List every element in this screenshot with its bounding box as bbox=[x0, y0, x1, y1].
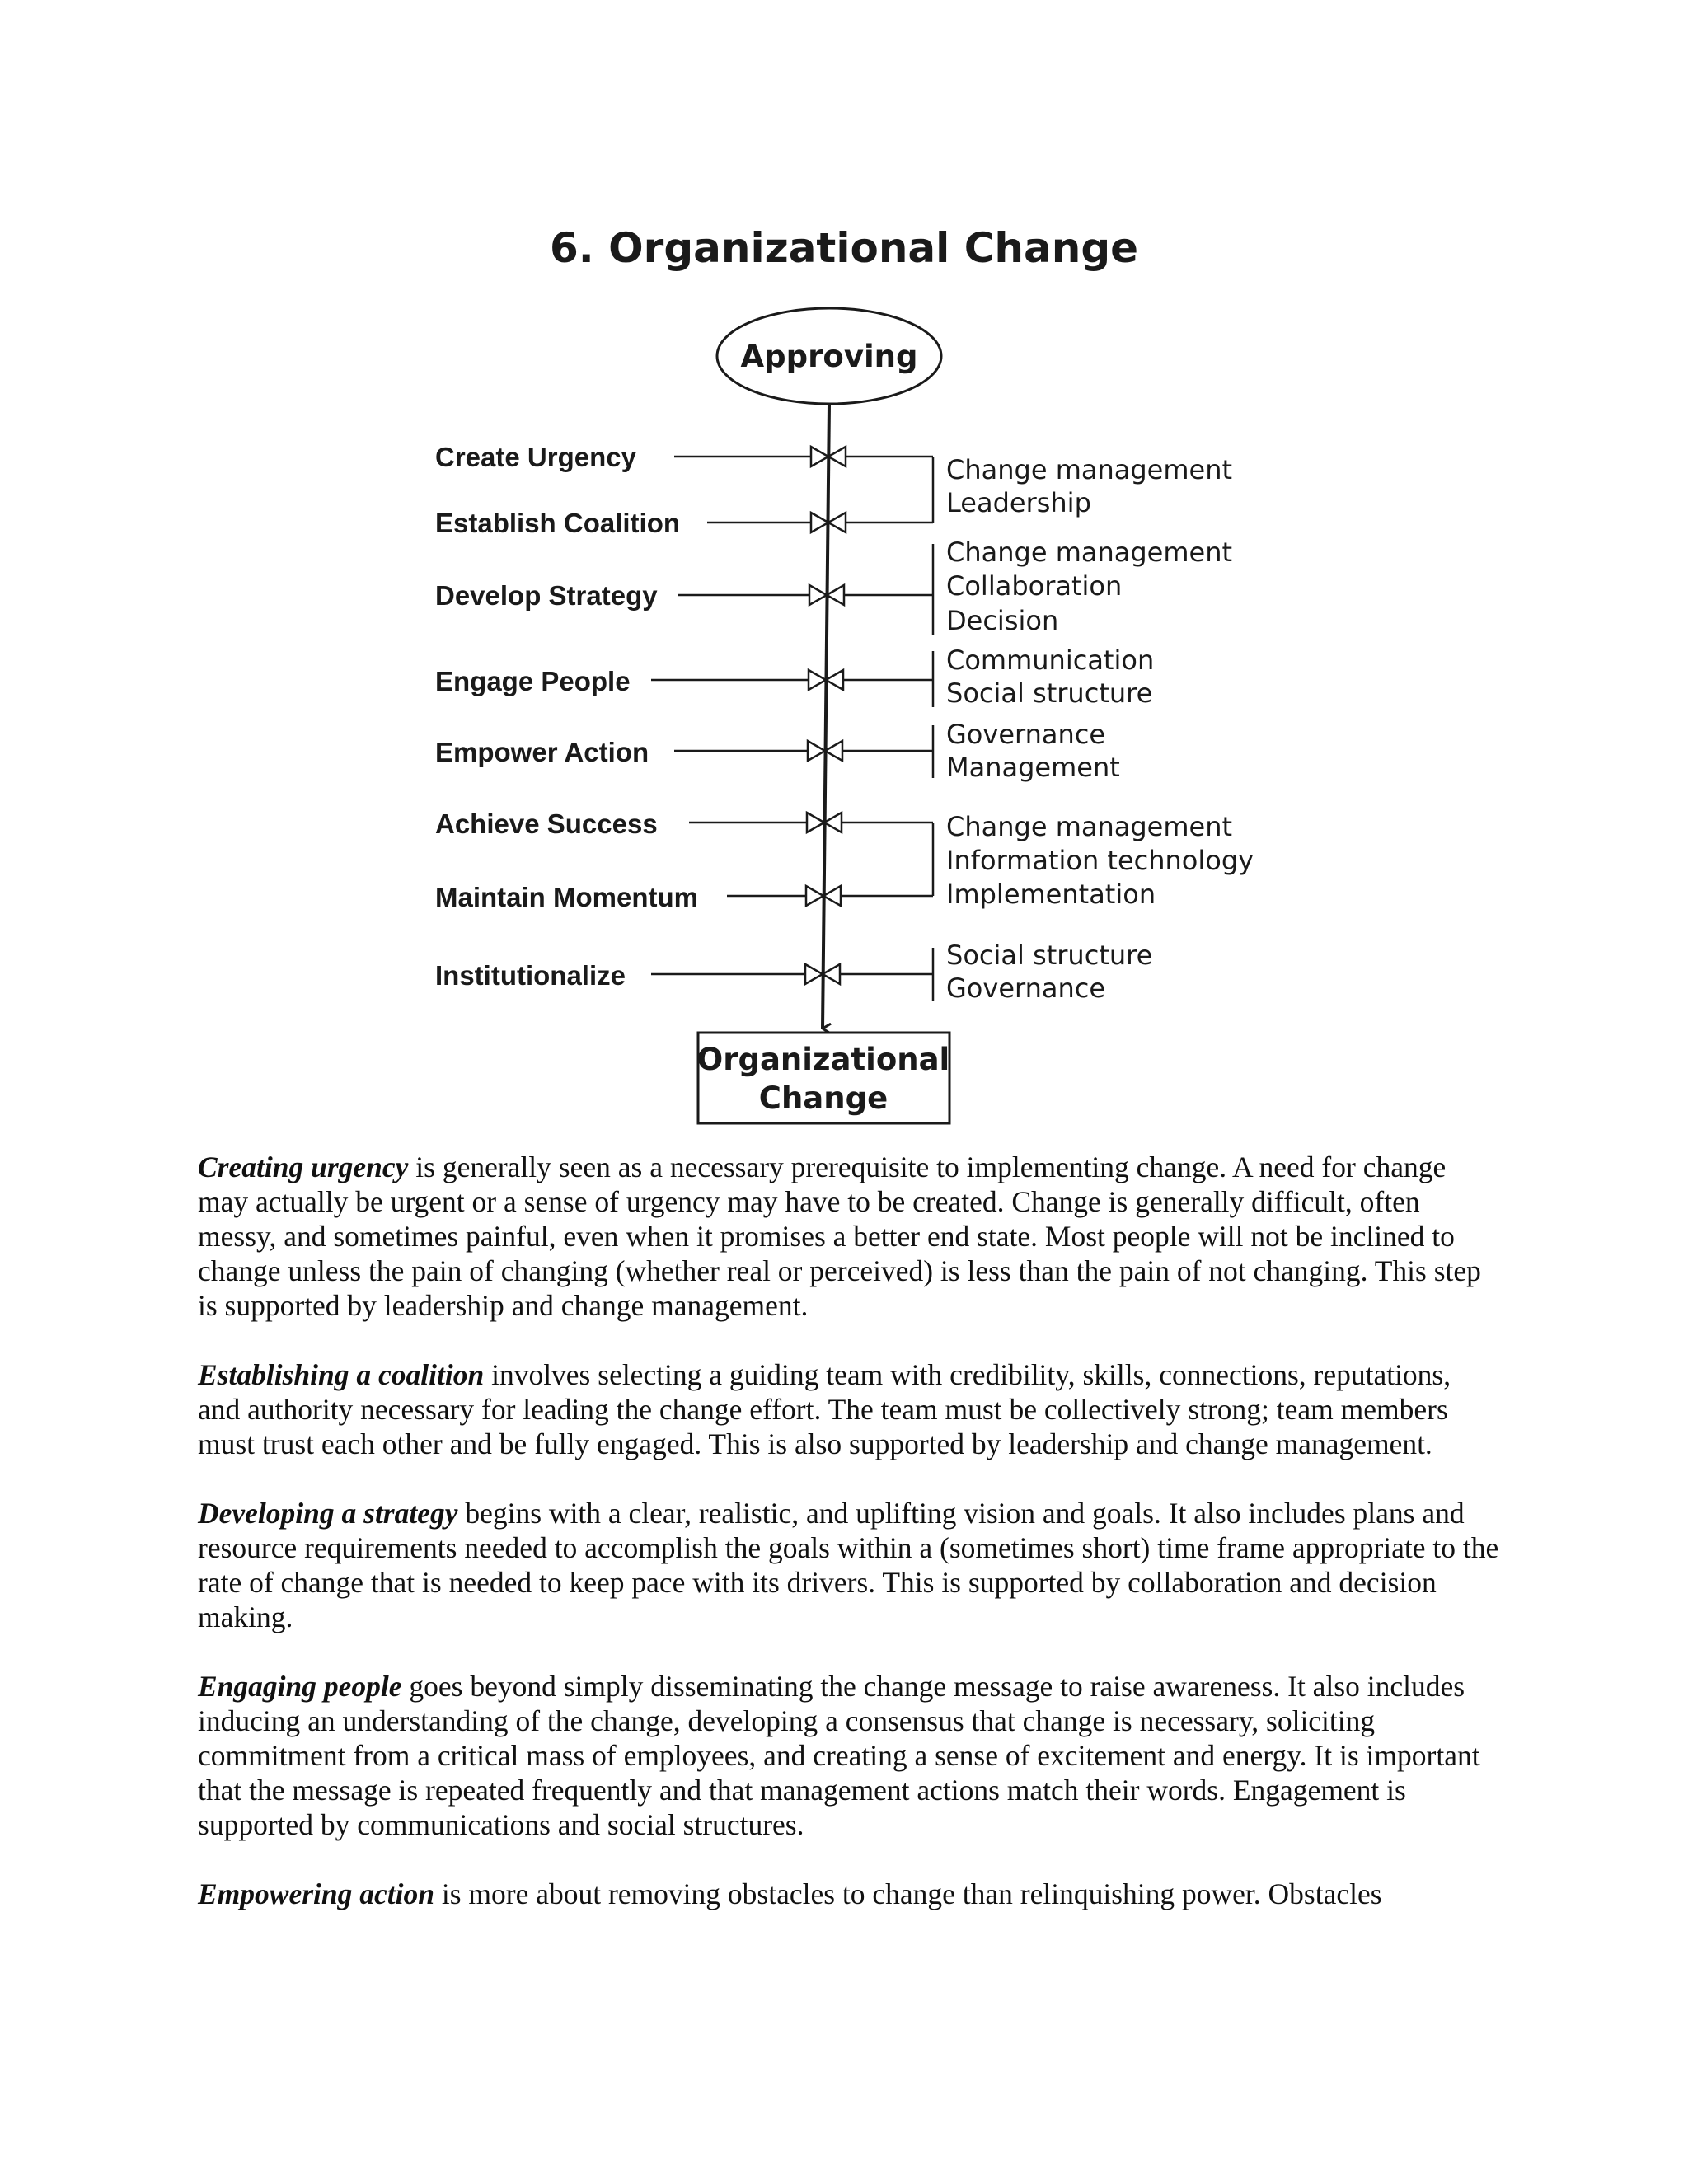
step-label: Develop Strategy bbox=[435, 580, 658, 611]
paragraph-body: goes beyond simply disseminating the change message to raise awareness. It also includes inducing an understanding of the change, developing a consensus that change is necessary, soliciting commitment from a critical mass of employees, and creating a sense of excitement and energy. It is important that the message is repeated frequently and that management actions match their words. Engagement is supported by communications and social structures. bbox=[198, 1670, 1480, 1841]
paragraph-term: Developing a strategy bbox=[198, 1497, 458, 1530]
paragraph-term: Engaging people bbox=[198, 1670, 402, 1703]
capability-label: Collaboration bbox=[946, 570, 1123, 602]
step-label: Engage People bbox=[435, 666, 631, 696]
step-label: Empower Action bbox=[435, 737, 649, 767]
step-label: Maintain Momentum bbox=[435, 882, 698, 912]
page-title: 6. Organizational Change bbox=[549, 224, 1139, 272]
capability-label: Change management bbox=[946, 454, 1233, 485]
capability-label: Management bbox=[946, 752, 1120, 783]
paragraph-body: is generally seen as a necessary prerequisite to implementing change. A need for change may actually be urgent or a sense of urgency may have to be created. Change is generally difficult, often messy, and sometimes painful, even when it promises a better end state. Most people will not be inclined to change unless the pain of changing (whether real or perceived) is less than the pain of not changing. This step is supported by leadership and change management. bbox=[198, 1151, 1481, 1322]
capability-label: Leadership bbox=[946, 487, 1091, 518]
capability-label: Governance bbox=[946, 972, 1106, 1004]
paragraph-engaging-people bbox=[198, 1669, 1500, 1842]
paragraph-body: begins with a clear, realistic, and uplifting vision and goals. It also includes plans and resource requirements needed to accomplish the goals within a (sometimes short) time frame appropriate to the rate of change that is needed to keep pace with its drivers. This is supported by collaboration and decision making. bbox=[198, 1497, 1499, 1633]
paragraph-developing-strategy bbox=[198, 1496, 1500, 1634]
capability-label: Change management bbox=[946, 537, 1233, 568]
end-node-label-line1: Organizational bbox=[696, 1042, 950, 1077]
paragraph-creating-urgency bbox=[198, 1150, 1500, 1323]
body-text bbox=[198, 1150, 1500, 1946]
step-label: Achieve Success bbox=[435, 808, 658, 839]
capability-label: Social structure bbox=[946, 940, 1153, 971]
step-label: Establish Coalition bbox=[435, 508, 681, 538]
main-flow-line bbox=[823, 404, 829, 1029]
paragraph-term: Empowering action bbox=[198, 1877, 434, 1910]
capability-label: Communication bbox=[946, 644, 1155, 676]
capability-label: Implementation bbox=[946, 879, 1156, 910]
step-label: Create Urgency bbox=[435, 442, 636, 472]
paragraph-body: is more about removing obstacles to change than relinquishing power. Obstacles bbox=[434, 1877, 1382, 1910]
capability-label: Information technology bbox=[946, 845, 1254, 876]
paragraph-establishing-coalition bbox=[198, 1357, 1500, 1461]
paragraph-term: Establishing a coalition bbox=[198, 1358, 485, 1391]
step-label: Institutionalize bbox=[435, 960, 626, 991]
start-node-label: Approving bbox=[740, 339, 918, 374]
paragraph-term: Creating urgency bbox=[198, 1151, 409, 1183]
end-node-label-line2: Change bbox=[758, 1080, 889, 1116]
capability-label: Governance bbox=[946, 719, 1106, 750]
capability-label: Decision bbox=[946, 605, 1059, 636]
paragraph-empowering-action bbox=[198, 1877, 1500, 1911]
paragraph-body: involves selecting a guiding team with credibility, skills, connections, reputations, and authority necessary for leading the change effort. The team must be collectively strong; team members must trust each other and be fully engaged. This is also supported by leadership and change management. bbox=[198, 1358, 1451, 1460]
capability-label: Change management bbox=[946, 811, 1233, 842]
capability-label: Social structure bbox=[946, 677, 1153, 709]
